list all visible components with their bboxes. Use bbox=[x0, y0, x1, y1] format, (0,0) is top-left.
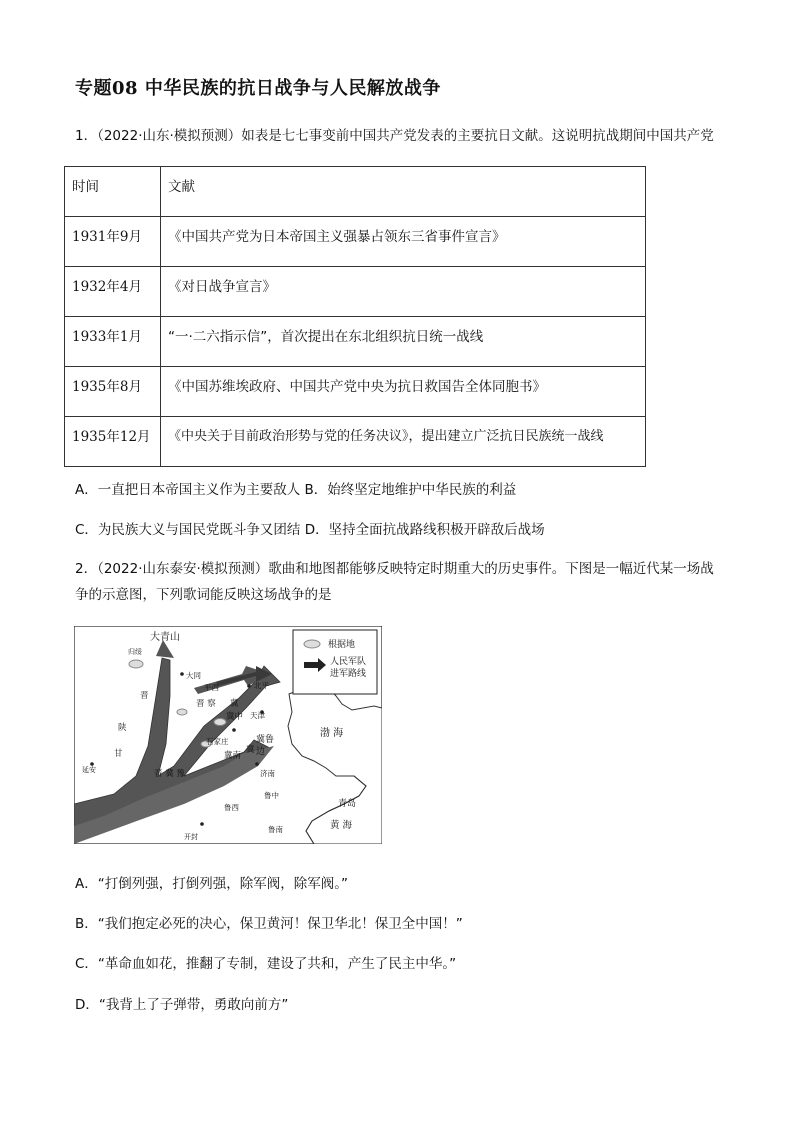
map-label-suiyuan: 归绥 bbox=[128, 648, 142, 656]
map-label-jilu: 冀鲁 bbox=[256, 735, 275, 745]
question-2-option-c: C．“革命血如花，推翻了专制，建设了共和，产生了民主中华。” bbox=[75, 956, 457, 972]
row-document: 《中央关于目前政治形势与党的任务决议》，提出建立广泛抗日民族统一战线 bbox=[161, 417, 646, 467]
row-time: 1933年1月 bbox=[65, 317, 161, 367]
table-row bbox=[65, 267, 646, 317]
table-header-row bbox=[65, 167, 646, 217]
question-1-options-ab: A．一直把日本帝国主义作为主要敌人 B．始终坚定地维护中华民族的利益 bbox=[75, 482, 517, 498]
map-label-jin: 晋 bbox=[140, 691, 149, 701]
map-label-luxi: 鲁西 bbox=[224, 803, 239, 812]
war-map bbox=[74, 626, 382, 844]
map-label-huanghai: 黄 海 bbox=[330, 820, 353, 831]
map-label-yanan: 延安 bbox=[82, 766, 96, 774]
map-label-jiluyu: 晋 冀 豫 bbox=[154, 769, 185, 779]
legend-base-label: 根据地 bbox=[328, 640, 356, 650]
map-label-ji2: 冀 bbox=[246, 745, 255, 755]
map-label-beiping: 北平 bbox=[254, 681, 269, 690]
map-label-shijiazhuang: 石家庄 bbox=[206, 737, 229, 746]
row-document: 《对日战争宣言》 bbox=[161, 267, 646, 317]
legend-route-label-1: 人民军队 bbox=[330, 657, 367, 667]
documents-table bbox=[64, 166, 646, 467]
map-label-ning: 宁 bbox=[86, 789, 95, 799]
map-label-bian: 边 bbox=[256, 747, 266, 757]
map-label-pingxi: 平西 bbox=[204, 683, 219, 692]
header-time: 时间 bbox=[65, 167, 161, 217]
question-2-option-d: D．“我背上了子弹带，勇敢向前方” bbox=[75, 997, 289, 1013]
map-label-bohai: 渤 海 bbox=[320, 728, 344, 739]
map-label-datong: 大同 bbox=[186, 671, 201, 680]
page-title: 专题08 中华民族的抗日战争与人民解放战争 bbox=[75, 78, 441, 99]
legend-route-label-2: 进军路线 bbox=[330, 669, 367, 679]
map-label-jinan: 济南 bbox=[260, 769, 275, 778]
question-2-option-b: B．“我们抱定必死的决心，保卫黄河！保卫华北！保卫全中国！” bbox=[75, 916, 463, 932]
map-label-gan: 甘 bbox=[114, 749, 123, 759]
table-row bbox=[65, 217, 646, 267]
row-time: 1932年4月 bbox=[65, 267, 161, 317]
row-document: “一·二六指示信”，首次提出在东北组织抗日统一战线 bbox=[161, 317, 646, 367]
map-label-lunan: 鲁南 bbox=[268, 825, 283, 834]
header-document: 文献 bbox=[161, 167, 646, 217]
question-2-stem-line2: 争的示意图，下列歌词能反映这场战争的是 bbox=[75, 587, 332, 603]
table-row bbox=[65, 367, 646, 417]
map-label-jizhong: 冀中 bbox=[226, 712, 244, 722]
row-time: 1935年8月 bbox=[65, 367, 161, 417]
row-document: 《中国共产党为日本帝国主义强暴占领东三省事件宣言》 bbox=[161, 217, 646, 267]
map-label-kaifeng: 开封 bbox=[184, 833, 198, 841]
map-label-jincha: 晋 察 bbox=[196, 699, 216, 709]
map-label-daqingshan: 大青山 bbox=[150, 632, 180, 643]
map-label-qingdao: 青岛 bbox=[338, 799, 357, 809]
map-label-luzhong: 鲁中 bbox=[264, 791, 279, 800]
row-time: 1931年9月 bbox=[65, 217, 161, 267]
map-label-tianjin: 天津 bbox=[250, 711, 265, 720]
question-1-stem: 1．（2022·山东·模拟预测）如表是七七事变前中国共产党发表的主要抗日文献。这说明抗战期间中国共产党 bbox=[75, 128, 714, 144]
question-2-stem-line1: 2．（2022·山东泰安·模拟预测）歌曲和地图都能够反映特定时期重大的历史事件。下图是一幅近代某一场战 bbox=[75, 561, 714, 577]
table-row bbox=[65, 317, 646, 367]
map-label-ji: 冀 bbox=[230, 699, 239, 709]
table-row bbox=[65, 417, 646, 467]
map-label-shan: 陕 bbox=[118, 723, 127, 733]
question-1-options-cd: C．为民族大义与国民党既斗争又团结 D．坚持全面抗战路线积极开辟敌后战场 bbox=[75, 522, 545, 538]
row-document: 《中国苏维埃政府、中国共产党中央为抗日救国告全体同胞书》 bbox=[161, 367, 646, 417]
row-time: 1935年12月 bbox=[65, 417, 161, 467]
map-label-jinan-region: 冀南 bbox=[224, 751, 242, 761]
question-2-option-a: A．“打倒列强，打倒列强，除军阀，除军阀。” bbox=[75, 876, 348, 892]
